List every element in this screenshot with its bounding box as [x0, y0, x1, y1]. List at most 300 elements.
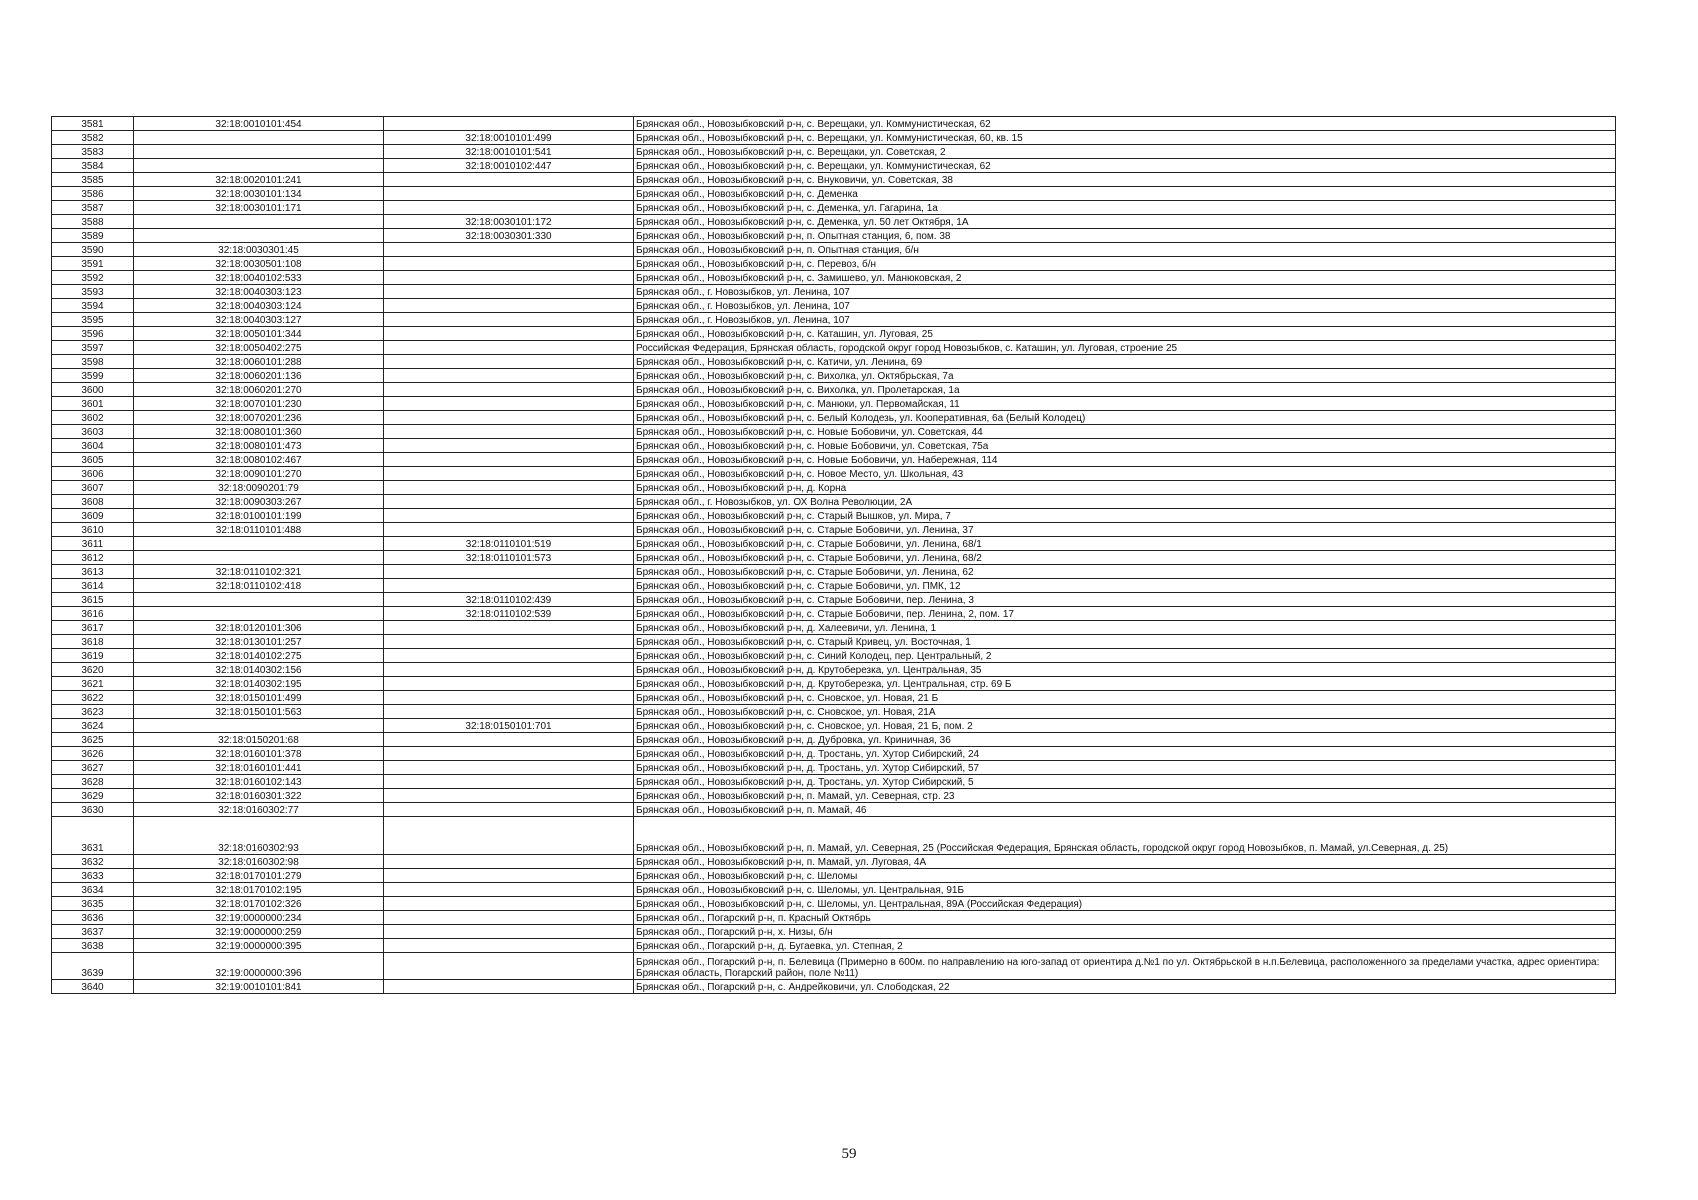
address-cell: Брянская обл., Новозыбковский р-н, с. Старые Бобовичи, ул. Ленина, 68/2: [634, 551, 1616, 565]
cadastral-number-cell: 32:18:0110101:488: [134, 523, 384, 537]
secondary-cadastral-number-cell: [384, 579, 634, 593]
secondary-cadastral-number-cell: [384, 271, 634, 285]
address-cell: Брянская обл., Новозыбковский р-н, д. Крутоберезка, ул. Центральная, 35: [634, 663, 1616, 677]
table-row: [52, 939, 1616, 953]
table-row: [52, 565, 1616, 579]
row-number-cell: 3617: [52, 621, 134, 635]
address-cell: Брянская обл., Новозыбковский р-н, с. Синий Колодец, пер. Центральный, 2: [634, 649, 1616, 663]
row-number-cell: 3640: [52, 980, 134, 994]
cadastral-number-cell: 32:18:0020101:241: [134, 173, 384, 187]
address-cell: Брянская обл., Новозыбковский р-н, с. Старый Кривец, ул. Восточная, 1: [634, 635, 1616, 649]
table-row: [52, 215, 1616, 229]
address-cell: Брянская обл., Новозыбковский р-н, п. Мамай, ул. Северная, стр. 23: [634, 789, 1616, 803]
cadastral-number-cell: 32:18:0160302:93: [134, 817, 384, 855]
cadastral-number-cell: [134, 537, 384, 551]
row-number-cell: 3591: [52, 257, 134, 271]
address-cell: Брянская обл., Новозыбковский р-н, с. Верещаки, ул. Советская, 2: [634, 145, 1616, 159]
address-cell: Брянская обл., Новозыбковский р-н, п. Мамай, 46: [634, 803, 1616, 817]
table-row: [52, 271, 1616, 285]
secondary-cadastral-number-cell: [384, 397, 634, 411]
property-table: [51, 116, 1616, 994]
address-cell: Брянская обл., Новозыбковский р-н, с. Старые Бобовичи, ул. Ленина, 68/1: [634, 537, 1616, 551]
row-number-cell: 3637: [52, 925, 134, 939]
cadastral-number-cell: 32:18:0150201:68: [134, 733, 384, 747]
cadastral-number-cell: 32:18:0040102:533: [134, 271, 384, 285]
cadastral-number-cell: 32:18:0010101:454: [134, 117, 384, 131]
row-number-cell: 3595: [52, 313, 134, 327]
address-cell: Брянская обл., Погарский р-н, п. Белевица (Примерно в 600м. по направлению на юго-запад от ориентира д.№1 по ул. Октябрьской в н.п.Белевица, расположенного за пределами участка, адрес ориентира: Брянская область, Погарский район, поле №11): [634, 953, 1616, 980]
table-row: [52, 705, 1616, 719]
table-row: [52, 257, 1616, 271]
cadastral-number-cell: 32:18:0160101:378: [134, 747, 384, 761]
secondary-cadastral-number-cell: 32:18:0010102:447: [384, 159, 634, 173]
row-number-cell: 3599: [52, 369, 134, 383]
cadastral-number-cell: 32:18:0120101:306: [134, 621, 384, 635]
secondary-cadastral-number-cell: [384, 980, 634, 994]
table-row: [52, 145, 1616, 159]
cadastral-number-cell: 32:18:0060201:270: [134, 383, 384, 397]
table-row: [52, 481, 1616, 495]
row-number-cell: 3622: [52, 691, 134, 705]
row-number-cell: 3583: [52, 145, 134, 159]
row-number-cell: 3631: [52, 817, 134, 855]
table-row: [52, 855, 1616, 869]
address-cell: Брянская обл., Новозыбковский р-н, п. Мамай, ул. Северная, 25 (Российская Федерация, Брянская область, городской округ город Новозыбков, п. Мамай, ул.Северная, д. 25): [634, 817, 1616, 855]
row-number-cell: 3625: [52, 733, 134, 747]
address-cell: Брянская обл., г. Новозыбков, ул. ОХ Волна Революции, 2А: [634, 495, 1616, 509]
secondary-cadastral-number-cell: [384, 509, 634, 523]
cadastral-number-cell: 32:18:0040303:123: [134, 285, 384, 299]
address-cell: Российская Федерация, Брянская область, городской округ город Новозыбков, с. Каташин, ул. Луговая, строение 25: [634, 341, 1616, 355]
table-row: [52, 649, 1616, 663]
row-number-cell: 3600: [52, 383, 134, 397]
property-table-body: [52, 117, 1616, 994]
secondary-cadastral-number-cell: [384, 173, 634, 187]
address-cell: Брянская обл., Новозыбковский р-н, с. Внуковичи, ул. Советская, 38: [634, 173, 1616, 187]
table-row: [52, 117, 1616, 131]
secondary-cadastral-number-cell: [384, 565, 634, 579]
secondary-cadastral-number-cell: [384, 257, 634, 271]
address-cell: Брянская обл., Погарский р-н, х. Низы, б/н: [634, 925, 1616, 939]
cadastral-number-cell: 32:18:0050402:275: [134, 341, 384, 355]
row-number-cell: 3609: [52, 509, 134, 523]
secondary-cadastral-number-cell: [384, 117, 634, 131]
secondary-cadastral-number-cell: [384, 789, 634, 803]
secondary-cadastral-number-cell: 32:18:0110102:439: [384, 593, 634, 607]
secondary-cadastral-number-cell: [384, 285, 634, 299]
row-number-cell: 3608: [52, 495, 134, 509]
address-cell: Брянская обл., Новозыбковский р-н, д. Корна: [634, 481, 1616, 495]
cadastral-number-cell: [134, 229, 384, 243]
row-number-cell: 3618: [52, 635, 134, 649]
secondary-cadastral-number-cell: [384, 495, 634, 509]
row-number-cell: 3588: [52, 215, 134, 229]
cadastral-number-cell: 32:18:0150101:499: [134, 691, 384, 705]
table-row: [52, 467, 1616, 481]
table-row: [52, 159, 1616, 173]
address-cell: Брянская обл., Новозыбковский р-н, с. Деменка, ул. 50 лет Октября, 1А: [634, 215, 1616, 229]
secondary-cadastral-number-cell: [384, 425, 634, 439]
page-number: 59: [841, 1146, 857, 1162]
secondary-cadastral-number-cell: [384, 911, 634, 925]
table-row: [52, 897, 1616, 911]
row-number-cell: 3633: [52, 869, 134, 883]
secondary-cadastral-number-cell: [384, 761, 634, 775]
cadastral-number-cell: 32:18:0170101:279: [134, 869, 384, 883]
row-number-cell: 3635: [52, 897, 134, 911]
secondary-cadastral-number-cell: [384, 621, 634, 635]
table-row: [52, 761, 1616, 775]
address-cell: Брянская обл., Новозыбковский р-н, д. Тростань, ул. Хутор Сибирский, 5: [634, 775, 1616, 789]
cadastral-number-cell: 32:19:0010101:841: [134, 980, 384, 994]
secondary-cadastral-number-cell: [384, 803, 634, 817]
table-row: [52, 803, 1616, 817]
table-row: [52, 593, 1616, 607]
table-row: [52, 369, 1616, 383]
secondary-cadastral-number-cell: 32:18:0010101:499: [384, 131, 634, 145]
secondary-cadastral-number-cell: 32:18:0010101:541: [384, 145, 634, 159]
secondary-cadastral-number-cell: [384, 467, 634, 481]
cadastral-number-cell: 32:18:0080101:473: [134, 439, 384, 453]
address-cell: Брянская обл., Новозыбковский р-н, с. Старые Бобовичи, ул. Ленина, 62: [634, 565, 1616, 579]
cadastral-number-cell: 32:18:0170102:195: [134, 883, 384, 897]
cadastral-number-cell: 32:18:0160302:98: [134, 855, 384, 869]
row-number-cell: 3592: [52, 271, 134, 285]
cadastral-number-cell: 32:18:0090303:267: [134, 495, 384, 509]
address-cell: Брянская обл., Новозыбковский р-н, с. Шеломы, ул. Центральная, 91Б: [634, 883, 1616, 897]
row-number-cell: 3630: [52, 803, 134, 817]
address-cell: Брянская обл., г. Новозыбков, ул. Ленина, 107: [634, 285, 1616, 299]
row-number-cell: 3581: [52, 117, 134, 131]
cadastral-number-cell: 32:18:0070101:230: [134, 397, 384, 411]
row-number-cell: 3623: [52, 705, 134, 719]
address-cell: Брянская обл., Новозыбковский р-н, с. Белый Колодезь, ул. Кооперативная, 6а (Белый Колодец): [634, 411, 1616, 425]
table-row: [52, 397, 1616, 411]
row-number-cell: 3632: [52, 855, 134, 869]
row-number-cell: 3610: [52, 523, 134, 537]
cadastral-number-cell: 32:19:0000000:395: [134, 939, 384, 953]
cadastral-number-cell: 32:18:0160302:77: [134, 803, 384, 817]
secondary-cadastral-number-cell: [384, 355, 634, 369]
table-row: [52, 537, 1616, 551]
secondary-cadastral-number-cell: [384, 663, 634, 677]
cadastral-number-cell: [134, 145, 384, 159]
row-number-cell: 3638: [52, 939, 134, 953]
secondary-cadastral-number-cell: [384, 649, 634, 663]
address-cell: Брянская обл., Новозыбковский р-н, с. Старые Бобовичи, пер. Ленина, 2, пом. 17: [634, 607, 1616, 621]
secondary-cadastral-number-cell: [384, 925, 634, 939]
cadastral-number-cell: 32:18:0140302:156: [134, 663, 384, 677]
secondary-cadastral-number-cell: [384, 341, 634, 355]
address-cell: Брянская обл., Новозыбковский р-н, с. Старые Бобовичи, ул. ПМК, 12: [634, 579, 1616, 593]
row-number-cell: 3594: [52, 299, 134, 313]
address-cell: Брянская обл., Новозыбковский р-н, с. Новое Место, ул. Школьная, 43: [634, 467, 1616, 481]
cadastral-number-cell: [134, 159, 384, 173]
cadastral-number-cell: 32:18:0170102:326: [134, 897, 384, 911]
table-row: [52, 789, 1616, 803]
cadastral-number-cell: 32:18:0060201:136: [134, 369, 384, 383]
row-number-cell: 3611: [52, 537, 134, 551]
secondary-cadastral-number-cell: 32:18:0110101:519: [384, 537, 634, 551]
secondary-cadastral-number-cell: [384, 939, 634, 953]
row-number-cell: 3616: [52, 607, 134, 621]
table-row: [52, 677, 1616, 691]
row-number-cell: 3626: [52, 747, 134, 761]
cadastral-number-cell: [134, 215, 384, 229]
cadastral-number-cell: 32:18:0060101:288: [134, 355, 384, 369]
cadastral-number-cell: 32:18:0130101:257: [134, 635, 384, 649]
cadastral-number-cell: 32:18:0100101:199: [134, 509, 384, 523]
secondary-cadastral-number-cell: [384, 327, 634, 341]
table-row: [52, 607, 1616, 621]
address-cell: Брянская обл., Новозыбковский р-н, д. Крутоберезка, ул. Центральная, стр. 69 Б: [634, 677, 1616, 691]
secondary-cadastral-number-cell: [384, 481, 634, 495]
table-row: [52, 201, 1616, 215]
table-row: [52, 869, 1616, 883]
row-number-cell: 3614: [52, 579, 134, 593]
row-number-cell: 3602: [52, 411, 134, 425]
row-number-cell: 3629: [52, 789, 134, 803]
table-row: [52, 980, 1616, 994]
cadastral-number-cell: 32:18:0110102:418: [134, 579, 384, 593]
address-cell: Брянская обл., Новозыбковский р-н, с. Верещаки, ул. Коммунистическая, 62: [634, 159, 1616, 173]
secondary-cadastral-number-cell: [384, 677, 634, 691]
table-row: [52, 911, 1616, 925]
row-number-cell: 3586: [52, 187, 134, 201]
secondary-cadastral-number-cell: [384, 817, 634, 855]
row-number-cell: 3601: [52, 397, 134, 411]
secondary-cadastral-number-cell: 32:18:0150101:701: [384, 719, 634, 733]
row-number-cell: 3587: [52, 201, 134, 215]
row-number-cell: 3585: [52, 173, 134, 187]
secondary-cadastral-number-cell: [384, 411, 634, 425]
row-number-cell: 3613: [52, 565, 134, 579]
table-row: [52, 131, 1616, 145]
address-cell: Брянская обл., Новозыбковский р-н, с. Сновское, ул. Новая, 21 Б, пом. 2: [634, 719, 1616, 733]
address-cell: Брянская обл., Новозыбковский р-н, д. Дубровка, ул. Криничная, 36: [634, 733, 1616, 747]
row-number-cell: 3603: [52, 425, 134, 439]
cadastral-number-cell: [134, 131, 384, 145]
table-row: [52, 691, 1616, 705]
row-number-cell: 3639: [52, 953, 134, 980]
table-row: [52, 775, 1616, 789]
address-cell: Брянская обл., Новозыбковский р-н, с. Старые Бобовичи, ул. Ленина, 37: [634, 523, 1616, 537]
table-row: [52, 551, 1616, 565]
secondary-cadastral-number-cell: [384, 243, 634, 257]
secondary-cadastral-number-cell: [384, 897, 634, 911]
address-cell: Брянская обл., Новозыбковский р-н, с. Замишево, ул. Манюковская, 2: [634, 271, 1616, 285]
address-cell: Брянская обл., Новозыбковский р-н, с. Старый Вышков, ул. Мира, 7: [634, 509, 1616, 523]
row-number-cell: 3628: [52, 775, 134, 789]
row-number-cell: 3619: [52, 649, 134, 663]
secondary-cadastral-number-cell: [384, 453, 634, 467]
table-row: [52, 733, 1616, 747]
address-cell: Брянская обл., Новозыбковский р-н, п. Опытная станция, 6, пом. 38: [634, 229, 1616, 243]
table-row: [52, 579, 1616, 593]
row-number-cell: 3582: [52, 131, 134, 145]
cadastral-number-cell: 32:18:0030501:108: [134, 257, 384, 271]
secondary-cadastral-number-cell: [384, 201, 634, 215]
address-cell: Брянская обл., Новозыбковский р-н, п. Мамай, ул. Луговая, 4А: [634, 855, 1616, 869]
table-row: [52, 299, 1616, 313]
row-number-cell: 3636: [52, 911, 134, 925]
secondary-cadastral-number-cell: [384, 299, 634, 313]
address-cell: Брянская обл., Новозыбковский р-н, с. Шеломы, ул. Центральная, 89А (Российская Федерация): [634, 897, 1616, 911]
cadastral-number-cell: 32:19:0000000:396: [134, 953, 384, 980]
cadastral-number-cell: 32:18:0160102:143: [134, 775, 384, 789]
row-number-cell: 3607: [52, 481, 134, 495]
table-row: [52, 425, 1616, 439]
secondary-cadastral-number-cell: [384, 691, 634, 705]
row-number-cell: 3615: [52, 593, 134, 607]
cadastral-number-cell: [134, 607, 384, 621]
address-cell: Брянская обл., Новозыбковский р-н, с. Старые Бобовичи, пер. Ленина, 3: [634, 593, 1616, 607]
table-row: [52, 341, 1616, 355]
cadastral-number-cell: 32:18:0110102:321: [134, 565, 384, 579]
cadastral-number-cell: 32:18:0090101:270: [134, 467, 384, 481]
cadastral-number-cell: 32:18:0080101:360: [134, 425, 384, 439]
cadastral-number-cell: 32:18:0140302:195: [134, 677, 384, 691]
cadastral-number-cell: 32:18:0030301:45: [134, 243, 384, 257]
address-cell: Брянская обл., Новозыбковский р-н, с. Манюки, ул. Первомайская, 11: [634, 397, 1616, 411]
address-cell: Брянская обл., г. Новозыбков, ул. Ленина, 107: [634, 299, 1616, 313]
cadastral-number-cell: [134, 551, 384, 565]
address-cell: Брянская обл., г. Новозыбков, ул. Ленина, 107: [634, 313, 1616, 327]
secondary-cadastral-number-cell: [384, 869, 634, 883]
secondary-cadastral-number-cell: [384, 883, 634, 897]
table-row: [52, 383, 1616, 397]
secondary-cadastral-number-cell: [384, 369, 634, 383]
address-cell: Брянская обл., Новозыбковский р-н, с. Новые Бобовичи, ул. Советская, 44: [634, 425, 1616, 439]
secondary-cadastral-number-cell: [384, 439, 634, 453]
secondary-cadastral-number-cell: 32:18:0110102:539: [384, 607, 634, 621]
cadastral-number-cell: 32:18:0160101:441: [134, 761, 384, 775]
secondary-cadastral-number-cell: [384, 747, 634, 761]
secondary-cadastral-number-cell: [384, 313, 634, 327]
table-row: [52, 411, 1616, 425]
secondary-cadastral-number-cell: [384, 775, 634, 789]
secondary-cadastral-number-cell: 32:18:0110101:573: [384, 551, 634, 565]
table-row: [52, 925, 1616, 939]
row-number-cell: 3593: [52, 285, 134, 299]
address-cell: Брянская обл., Новозыбковский р-н, с. Верещаки, ул. Коммунистическая, 60, кв. 15: [634, 131, 1616, 145]
table-row: [52, 663, 1616, 677]
cadastral-number-cell: [134, 719, 384, 733]
address-cell: Брянская обл., Новозыбковский р-н, с. Деменка: [634, 187, 1616, 201]
cadastral-number-cell: 32:18:0090201:79: [134, 481, 384, 495]
table-row: [52, 495, 1616, 509]
table-row: [52, 355, 1616, 369]
cadastral-number-cell: 32:18:0040303:124: [134, 299, 384, 313]
address-cell: Брянская обл., Погарский р-н, п. Красный Октябрь: [634, 911, 1616, 925]
secondary-cadastral-number-cell: 32:18:0030101:172: [384, 215, 634, 229]
cadastral-number-cell: 32:18:0030101:134: [134, 187, 384, 201]
table-row: [52, 509, 1616, 523]
table-row: [52, 635, 1616, 649]
address-cell: Брянская обл., Новозыбковский р-н, с. Новые Бобовичи, ул. Набережная, 114: [634, 453, 1616, 467]
address-cell: Брянская обл., Погарский р-н, с. Андрейковичи, ул. Слободская, 22: [634, 980, 1616, 994]
row-number-cell: 3604: [52, 439, 134, 453]
row-number-cell: 3596: [52, 327, 134, 341]
table-row: [52, 243, 1616, 257]
secondary-cadastral-number-cell: [384, 383, 634, 397]
address-cell: Брянская обл., Новозыбковский р-н, с. Шеломы: [634, 869, 1616, 883]
cadastral-number-cell: 32:18:0140102:275: [134, 649, 384, 663]
cadastral-number-cell: 32:18:0070201:236: [134, 411, 384, 425]
table-row: [52, 747, 1616, 761]
secondary-cadastral-number-cell: [384, 705, 634, 719]
address-cell: Брянская обл., Новозыбковский р-н, с. Деменка, ул. Гагарина, 1а: [634, 201, 1616, 215]
cadastral-number-cell: [134, 593, 384, 607]
table-row: [52, 187, 1616, 201]
table-row: [52, 313, 1616, 327]
table-row: [52, 173, 1616, 187]
address-cell: Брянская обл., Новозыбковский р-н, с. Вихолка, ул. Октябрьская, 7а: [634, 369, 1616, 383]
address-cell: Брянская обл., Новозыбковский р-н, с. Новые Бобовичи, ул. Советская, 75а: [634, 439, 1616, 453]
secondary-cadastral-number-cell: [384, 733, 634, 747]
address-cell: Брянская обл., Новозыбковский р-н, п. Опытная станция, б/н: [634, 243, 1616, 257]
address-cell: Брянская обл., Новозыбковский р-н, с. Сновское, ул. Новая, 21А: [634, 705, 1616, 719]
secondary-cadastral-number-cell: [384, 187, 634, 201]
cadastral-number-cell: 32:18:0030101:171: [134, 201, 384, 215]
secondary-cadastral-number-cell: 32:18:0030301:330: [384, 229, 634, 243]
row-number-cell: 3627: [52, 761, 134, 775]
cadastral-number-cell: 32:18:0050101:344: [134, 327, 384, 341]
table-row: [52, 285, 1616, 299]
table-row: [52, 439, 1616, 453]
row-number-cell: 3620: [52, 663, 134, 677]
row-number-cell: 3584: [52, 159, 134, 173]
address-cell: Брянская обл., Новозыбковский р-н, с. Вихолка, ул. Пролетарская, 1а: [634, 383, 1616, 397]
table-row: [52, 883, 1616, 897]
cadastral-number-cell: 32:18:0040303:127: [134, 313, 384, 327]
row-number-cell: 3621: [52, 677, 134, 691]
row-number-cell: 3590: [52, 243, 134, 257]
row-number-cell: 3624: [52, 719, 134, 733]
row-number-cell: 3606: [52, 467, 134, 481]
table-row: [52, 953, 1616, 980]
cadastral-number-cell: 32:18:0080102:467: [134, 453, 384, 467]
address-cell: Брянская обл., Новозыбковский р-н, д. Тростань, ул. Хутор Сибирский, 24: [634, 747, 1616, 761]
address-cell: Брянская обл., Новозыбковский р-н, д. Халеевичи, ул. Ленина, 1: [634, 621, 1616, 635]
secondary-cadastral-number-cell: [384, 523, 634, 537]
address-cell: Брянская обл., Новозыбковский р-н, д. Тростань, ул. Хутор Сибирский, 57: [634, 761, 1616, 775]
row-number-cell: 3612: [52, 551, 134, 565]
row-number-cell: 3597: [52, 341, 134, 355]
table-row: [52, 621, 1616, 635]
table-row: [52, 817, 1616, 855]
address-cell: Брянская обл., Погарский р-н, д. Бугаевка, ул. Степная, 2: [634, 939, 1616, 953]
row-number-cell: 3598: [52, 355, 134, 369]
address-cell: Брянская обл., Новозыбковский р-н, с. Сновское, ул. Новая, 21 Б: [634, 691, 1616, 705]
table-row: [52, 523, 1616, 537]
row-number-cell: 3634: [52, 883, 134, 897]
cadastral-number-cell: 32:19:0000000:259: [134, 925, 384, 939]
table-row: [52, 453, 1616, 467]
secondary-cadastral-number-cell: [384, 953, 634, 980]
table-row: [52, 229, 1616, 243]
address-cell: Брянская обл., Новозыбковский р-н, с. Катичи, ул. Ленина, 69: [634, 355, 1616, 369]
row-number-cell: 3605: [52, 453, 134, 467]
secondary-cadastral-number-cell: [384, 855, 634, 869]
address-cell: Брянская обл., Новозыбковский р-н, с. Каташин, ул. Луговая, 25: [634, 327, 1616, 341]
address-cell: Брянская обл., Новозыбковский р-н, с. Верещаки, ул. Коммунистическая, 62: [634, 117, 1616, 131]
table-row: [52, 327, 1616, 341]
cadastral-number-cell: 32:19:0000000:234: [134, 911, 384, 925]
cadastral-number-cell: 32:18:0150101:563: [134, 705, 384, 719]
address-cell: Брянская обл., Новозыбковский р-н, с. Перевоз, б/н: [634, 257, 1616, 271]
table-row: [52, 719, 1616, 733]
